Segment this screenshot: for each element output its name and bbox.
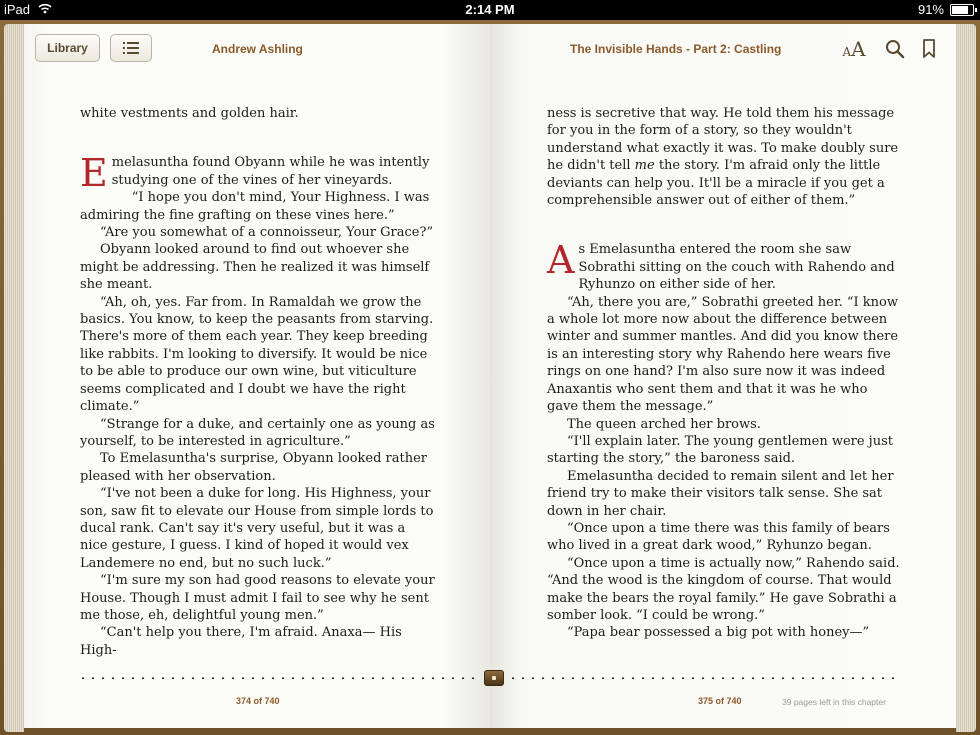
right-page-text: [547, 105, 902, 642]
paragraph-text: the story. I'm afraid only the little deviants can help you. It'll be a miracle if you get a comprehensible answer out of either of them.”: [547, 158, 885, 209]
paragraph: “I'll explain later. The young gentlemen were just starting the story,” the baroness said.: [547, 433, 893, 467]
font-size-small-icon: A: [842, 45, 852, 59]
bookmark-icon: [922, 39, 936, 59]
paragraph-text: ness is secretive that way. He told them his message for you in the form of a story, so they wouldn't understand what exactly it was. To make doubly sure he didn't tell: [547, 106, 899, 174]
battery-fill: [952, 6, 968, 14]
paragraph: [547, 105, 902, 209]
paragraph: “Once upon a time there was this family of bears who lived in a great dark wood,” Ryhunzo began.: [547, 520, 890, 554]
search-icon: [885, 39, 905, 59]
paragraph-text: s Emelasuntha entered the room she saw Sobrathi sitting on the couch with Rahendo and Ryhunzo on either side of her.: [578, 242, 895, 293]
page-stack-right: [956, 24, 976, 732]
right-page-number: 375 of 740: [698, 696, 742, 706]
paragraph: “Once upon a time is actually now,” Rahendo said. “And the wood is the kingdom of course. That would make the bears the royal family.” He gave Sobrathi a somber look. “I could be wrong.”: [547, 555, 900, 623]
paragraph: “Are you somewhat of a connoisseur, Your Grace?”: [100, 225, 434, 241]
page-scrubber-handle[interactable]: [484, 670, 504, 686]
font-size-large-icon: A: [851, 37, 866, 61]
library-button[interactable]: Library: [35, 34, 100, 62]
page-scrubber-track-right[interactable]: [508, 677, 902, 679]
battery-icon: [950, 4, 974, 16]
left-page-text: [80, 105, 435, 659]
pages-left-in-chapter: 39 pages left in this chapter: [782, 697, 886, 707]
list-icon: [123, 42, 139, 55]
section-opening-paragraph: [547, 238, 902, 293]
search-button[interactable]: [884, 36, 906, 62]
emphasis-text: me: [634, 158, 655, 174]
bookmark-button[interactable]: [920, 36, 938, 62]
paragraph: “I'm sure my son had good reasons to elevate your House. Though I must admit I fail to see why he sent me those, eh, delightful young men.”: [80, 573, 435, 623]
drop-cap: E: [80, 151, 108, 196]
chapter-opening-paragraph: [80, 151, 435, 196]
paragraph: “Papa bear possessed a big pot with honey—”: [567, 625, 870, 641]
paragraph-text: melasuntha found Obyann while he was intently studying one of the vines of her vineyards.: [111, 155, 430, 188]
page-stack-left: [4, 24, 24, 732]
paragraph: “Strange for a duke, and certainly one as young as yourself, to be interested in agriculture.”: [80, 416, 435, 449]
device-label: iPad: [4, 2, 31, 17]
paragraph: “Can't help you there, I'm afraid. Anaxa— His High-: [80, 625, 402, 658]
paragraph: “I've not been a duke for long. His Highness, your son, saw fit to elevate our House from simple lords to ducal rank. Can't say it's very useful, but it was a nice gesture, I guess. I kind of hoped it would vex Landemere no end, but no such luck.”: [80, 486, 434, 571]
paragraph: “I hope you don't mind, Your Highness. I was admiring the fine grafting on these vines here.”: [80, 190, 430, 223]
paragraph: To Emelasuntha's surprise, Obyann looked rather pleased with her observation.: [80, 451, 428, 484]
page-scrubber-track-left[interactable]: [78, 677, 480, 679]
book-title: The Invisible Hands - Part 2: Castling: [570, 42, 782, 56]
drop-cap: A: [547, 238, 575, 283]
paragraph: “Ah, oh, yes. Far from. In Ramaldah we grow the basics. You know, to keep the peasants from starving. There's more of them each year. They keep breeding like rabbits. I'm looking to diversify. It would be nice to be able to produce our own wine, but viticulture seems complicated and I doubt we have the right climate.”: [80, 294, 434, 415]
paragraph: white vestments and golden hair.: [80, 106, 299, 121]
clock: 2:14 PM: [465, 2, 515, 17]
battery-percentage: 91%: [917, 2, 944, 17]
paragraph: “Ah, there you are,” Sobrathi greeted her. “I know a whole lot more now about the difference between winter and summer mantles. And did you know there is an interesting story why Rahendo here wears five rings on one hand? I'm also sure now it was indeed Anaxantis who sent them and that it was he who gave them the message.”: [547, 294, 899, 415]
status-bar: [0, 0, 980, 20]
battery-nub: [975, 8, 977, 12]
paragraph: Emelasuntha decided to remain silent and let her friend try to make their visitors talk sense. She sat down in her chair.: [547, 468, 894, 519]
book-author: Andrew Ashling: [212, 42, 303, 56]
paragraph: Obyann looked around to find out whoever she might be addressing. Then he realized it was himself she meant.: [80, 242, 430, 293]
font-size-button[interactable]: [838, 36, 870, 62]
paragraph: The queen arched her brows.: [567, 416, 761, 432]
left-page-number: 374 of 740: [236, 696, 280, 706]
table-of-contents-button[interactable]: [110, 34, 152, 62]
